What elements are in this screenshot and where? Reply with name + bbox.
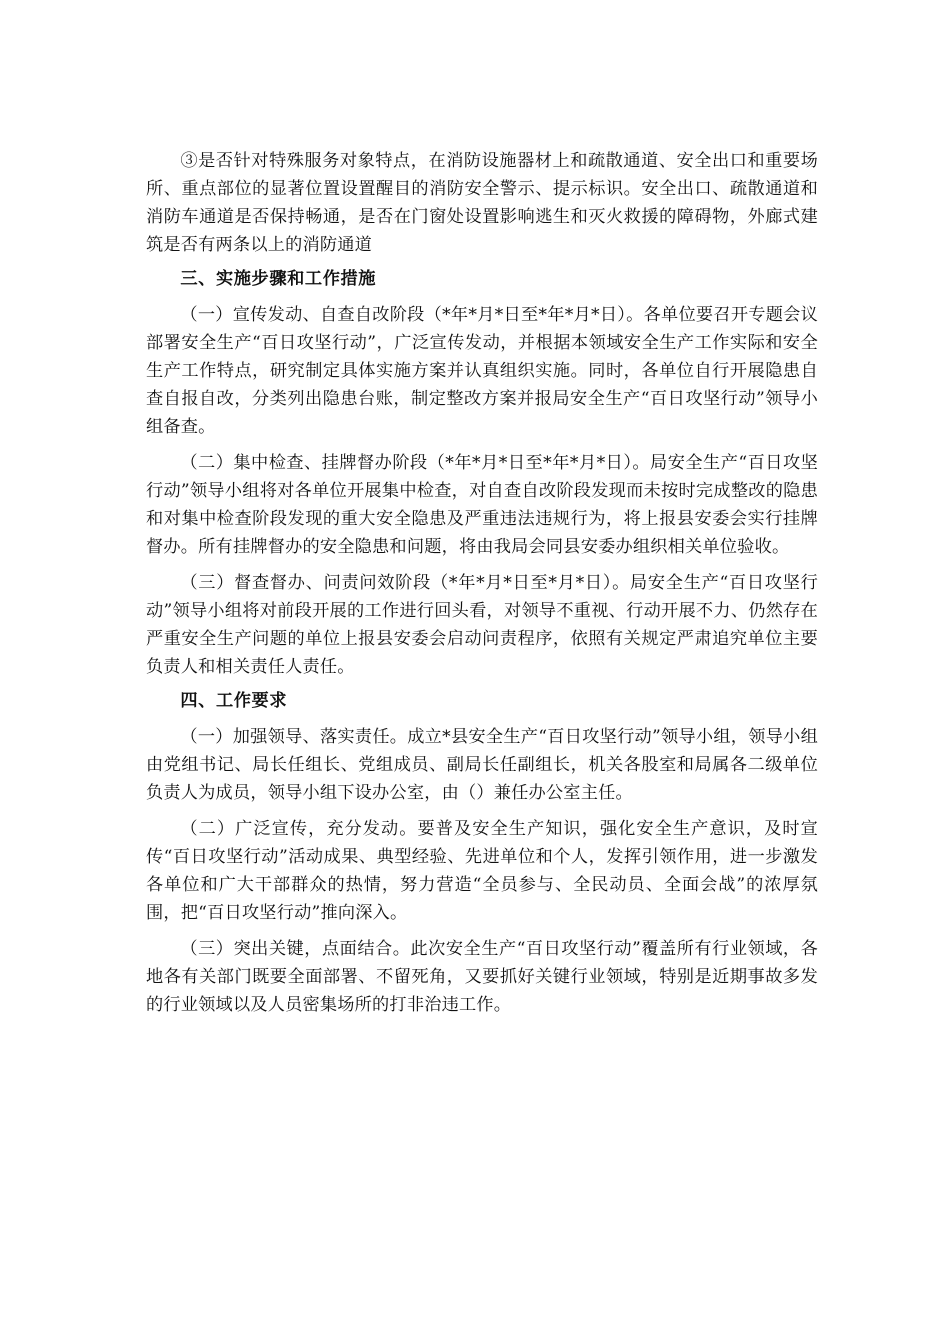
paragraph-step-2: （二）集中检查、挂牌督办阶段（*年*月*日至*年*月*日）。局安全生产“百日攻坚行动”领导小组将对各单位开展集中检查，对自查自改阶段发现而未按时完成整改的隐患和对集中检查阶段发现的重大安全隐患及严重违法违规行为，将上报县安委会实行挂牌督办。所有挂牌督办的安全隐患和问题，将由我局会同县安委办组织相关单位验收。 [146,453,818,557]
paragraph-requirement-3: （三）突出关键，点面结合。此次安全生产“百日攻坚行动”覆盖所有行业领域，各地各有关部门既要全面部署、不留死角，又要抓好关键行业领域，特别是近期事故多发的行业领域以及人员密集场所的打非治违工作。 [146,939,818,1015]
paragraph-step-3: （三）督查督办、问责问效阶段（*年*月*日至*月*日）。局安全生产“百日攻坚行动”领导小组将对前段开展的工作进行回头看，对领导不重视、行动开展不力、仍然存在严重安全生产问题的单位上报县安委会启动问责程序，依照有关规定严肃追究单位主要负责人和相关责任人责任。 [146,573,818,677]
paragraph-step-1: （一）宣传发动、自查自改阶段（*年*月*日至*年*月*日）。各单位要召开专题会议部署安全生产“百日攻坚行动”，广泛宣传发动，并根据本领域安全生产工作实际和安全生产工作特点，研究制定具体实施方案并认真组织实施。同时，各单位自行开展隐患自查自报自改，分类列出隐患台账，制定整改方案并报局安全生产“百日攻坚行动”领导小组备查。 [146,305,818,437]
paragraph-requirement-2: （二）广泛宣传，充分发动。要普及安全生产知识，强化安全生产意识，及时宣传“百日攻坚行动”活动成果、典型经验、先进单位和个人，发挥引领作用，进一步激发各单位和广大干部群众的热情，努力营造“全员参与、全民动员、全面会战”的浓厚氛围，把“百日攻坚行动”推向深入。 [146,819,818,923]
paragraph-fire-safety-check: ③是否针对特殊服务对象特点，在消防设施器材上和疏散通道、安全出口和重要场所、重点部位的显著位置设置醒目的消防安全警示、提示标识。安全出口、疏散通道和消防车通道是否保持畅通，是否在门窗处设置影响逃生和灭火救援的障碍物，外廊式建筑是否有两条以上的消防通道 [146,151,818,255]
section-heading-steps: 三、实施步骤和工作措施 [180,269,377,289]
section-heading-requirements: 四、工作要求 [180,691,288,711]
paragraph-requirement-1: （一）加强领导、落实责任。成立*县安全生产“百日攻坚行动”领导小组，领导小组由党组书记、局长任组长、党组成员、副局长任副组长，机关各股室和局属各二级单位负责人为成员，领导小组下设办公室，由（）兼任办公室主任。 [146,727,818,803]
document-body [146,147,818,1019]
